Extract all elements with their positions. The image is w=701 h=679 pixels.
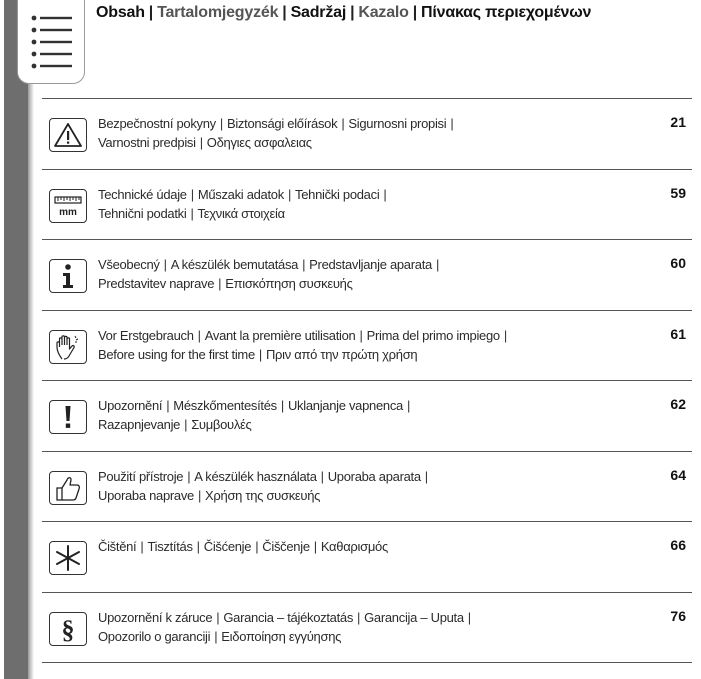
label-separator: |: [187, 468, 191, 484]
toc-entry-line: [98, 114, 638, 133]
toc-entry-labels: [98, 537, 638, 556]
divider: [42, 98, 692, 99]
toc-entry-line: [98, 486, 638, 505]
label-separator: |: [216, 609, 220, 625]
toc-entry-label: Οδηγιες ασφαλειας: [206, 135, 312, 150]
page-number: 62: [670, 396, 686, 412]
label-separator: |: [341, 116, 345, 131]
toc-entry-label: Prima del primo impiego: [366, 327, 500, 343]
list-icon: [28, 10, 76, 70]
page-number: 66: [670, 537, 686, 553]
toc-entry-line: [98, 467, 638, 486]
info-icon: [49, 259, 87, 293]
toc-entry-label: Razapnjevanje: [98, 417, 181, 432]
label-separator: |: [218, 276, 222, 291]
section-sign-icon: [49, 612, 87, 646]
toc-entry-label: Πριν από την πρώτη χρήση: [265, 346, 418, 362]
toc-entry[interactable]: [42, 537, 692, 593]
label-separator: |: [435, 257, 440, 272]
label-separator: |: [503, 327, 507, 343]
toc-entry-label: Tisztítás: [147, 539, 193, 554]
label-separator: |: [190, 205, 194, 221]
title-cz: Obsah: [96, 4, 145, 21]
label-separator: |: [196, 539, 200, 554]
page-number: 76: [670, 607, 686, 624]
title-separator: |: [350, 4, 355, 21]
toc-entry-line: [98, 185, 638, 204]
label-separator: |: [467, 609, 471, 625]
page-number: 60: [670, 255, 686, 271]
toc-entry[interactable]: [42, 255, 692, 311]
toc-entry-labels: [98, 396, 638, 434]
toc-entry-label: Mészkőmentesítés: [173, 398, 277, 413]
toc-entry[interactable]: [42, 326, 692, 382]
divider: [42, 521, 692, 522]
toc-entry-label: Συμβουλές: [191, 417, 252, 432]
divider: [42, 592, 692, 593]
label-separator: |: [214, 628, 218, 644]
toc-entry-label: Upozornění k záruce: [98, 609, 213, 625]
label-separator: |: [424, 468, 428, 484]
label-separator: |: [302, 257, 306, 272]
label-separator: |: [140, 539, 144, 554]
divider: [42, 169, 692, 170]
toc-entry-label: Vor Erstgebrauch: [98, 327, 194, 343]
divider: [42, 662, 692, 663]
label-separator: |: [359, 327, 363, 343]
toc-entry[interactable]: [42, 608, 692, 664]
sparkle-clean-icon: [49, 541, 87, 575]
toc-entry-label: Tehnični podatki: [98, 205, 187, 221]
toc-entry-line: [98, 627, 638, 646]
toc-entry-label: Avant la première utilisation: [204, 327, 356, 343]
label-separator: |: [197, 487, 202, 503]
label-separator: |: [255, 539, 259, 554]
label-separator: |: [199, 135, 203, 150]
page-number: 64: [670, 466, 686, 483]
toc-entry-label: Sigurnosni propisi: [348, 116, 447, 131]
side-tab-bar: [4, 0, 28, 679]
thumbs-up-icon: [49, 471, 87, 505]
label-separator: |: [313, 539, 317, 554]
toc-entry[interactable]: [42, 114, 692, 170]
page-title: [96, 4, 701, 22]
label-separator: |: [163, 257, 167, 272]
toc-entry-line: [98, 274, 638, 293]
page-number: 61: [670, 325, 686, 342]
toc-entry-label: Επισκόπηση συσκευής: [225, 276, 353, 291]
toc-entry-labels: [98, 608, 638, 646]
toc-entry-labels: [98, 255, 638, 293]
label-separator: |: [184, 417, 188, 432]
toc-entry-line: [98, 133, 638, 152]
label-separator: |: [406, 398, 411, 413]
toc-entry-label: A készülék bemutatása: [170, 257, 299, 272]
label-separator: |: [383, 186, 387, 202]
toc-entry-labels: [98, 467, 638, 505]
toc-entry-line: [98, 396, 638, 415]
title-hr: Sadržaj: [290, 4, 347, 21]
label-separator: |: [280, 398, 284, 413]
toc-entry-line: [98, 326, 638, 345]
exclamation-icon: [49, 400, 87, 434]
toc-entry-label: Τεχνικά στοιχεία: [197, 205, 285, 221]
toc-entry-line: [98, 415, 638, 434]
toc-entry-label: Before using for the first time: [98, 346, 255, 362]
toc-entry-label: Χρήση της συσκευής: [205, 487, 321, 503]
hand-icon: [49, 330, 87, 364]
toc-entry-label: Garancija – Uputa: [364, 609, 464, 625]
toc-entry-label: Upozornění: [98, 398, 163, 413]
page-number: 59: [670, 184, 686, 201]
divider: [42, 380, 692, 381]
toc-entry-line: [98, 204, 638, 223]
label-separator: |: [287, 186, 292, 202]
toc-entry-label: Biztonsági előírások: [226, 116, 338, 131]
toc-entry-label: A készülék használata: [194, 468, 317, 484]
toc-entry-label: Čišćenje: [203, 539, 252, 554]
label-separator: |: [219, 116, 223, 131]
label-separator: |: [320, 468, 324, 484]
toc-entry[interactable]: [42, 467, 692, 523]
toc-entry-label: Tehnički podaci: [295, 186, 380, 202]
svg-text:mm: mm: [59, 206, 77, 218]
toc-entry-label: Predstavljanje aparata: [309, 257, 432, 272]
svg-text:§: §: [61, 614, 75, 644]
toc-entry-labels: [98, 326, 638, 364]
toc-entry-line: [98, 255, 638, 274]
toc-entry-line: [98, 608, 638, 627]
warning-triangle-icon: [49, 118, 87, 152]
label-separator: |: [258, 346, 262, 362]
divider: [42, 451, 692, 452]
toc-entry-labels: [98, 114, 638, 152]
ruler-mm-icon: [49, 189, 87, 223]
title-separator: |: [148, 4, 154, 21]
toc-entry-label: Predstavitev naprave: [98, 276, 215, 291]
toc-entry-label: Uporaba aparata: [327, 468, 421, 484]
label-separator: |: [166, 398, 170, 413]
toc-entry-label: Καθαρισμός: [320, 539, 388, 554]
toc-entry-label: Garancia – tájékoztatás: [223, 609, 354, 625]
title-si: Kazalo: [358, 4, 409, 21]
toc-entry-label: Bezpečnostní pokyny: [98, 116, 216, 131]
label-separator: |: [197, 327, 201, 343]
title-gr: Πίνακας περιεχομένων: [421, 4, 592, 21]
label-separator: |: [190, 186, 194, 202]
toc-entry-label: Uporaba naprave: [98, 487, 194, 503]
divider: [42, 239, 692, 240]
toc-entry-label: Čiščenje: [262, 539, 310, 554]
toc-entry-label: Ειδοποίηση εγγύησης: [221, 628, 342, 644]
toc-entry-label: Opozorilo o garanciji: [98, 628, 211, 644]
toc-entry-label: Technické údaje: [98, 186, 187, 202]
page-number: 21: [670, 114, 686, 130]
toc-entry-label: Műszaki adatok: [197, 186, 284, 202]
toc-entry-label: Všeobecný: [98, 257, 160, 272]
divider: [42, 310, 692, 311]
toc-entry[interactable]: [42, 396, 692, 452]
toc-entry-label: Použití přístroje: [98, 468, 184, 484]
title-hu: Tartalomjegyzék: [157, 4, 279, 21]
label-separator: |: [357, 609, 361, 625]
toc-entry-labels: [98, 185, 638, 223]
toc-entry[interactable]: [42, 185, 692, 241]
label-separator: |: [450, 116, 454, 131]
title-separator: |: [282, 4, 287, 21]
toc-entry-label: Čištění: [98, 539, 137, 554]
table-of-contents-tab: [17, 0, 85, 84]
toc-entry-label: Uklanjanje vapnenca: [287, 398, 403, 413]
toc-entry-line: [98, 345, 638, 364]
toc-entry-line: [98, 537, 638, 556]
title-separator: |: [412, 4, 418, 21]
toc-entry-label: Varnostni predpisi: [98, 135, 196, 150]
